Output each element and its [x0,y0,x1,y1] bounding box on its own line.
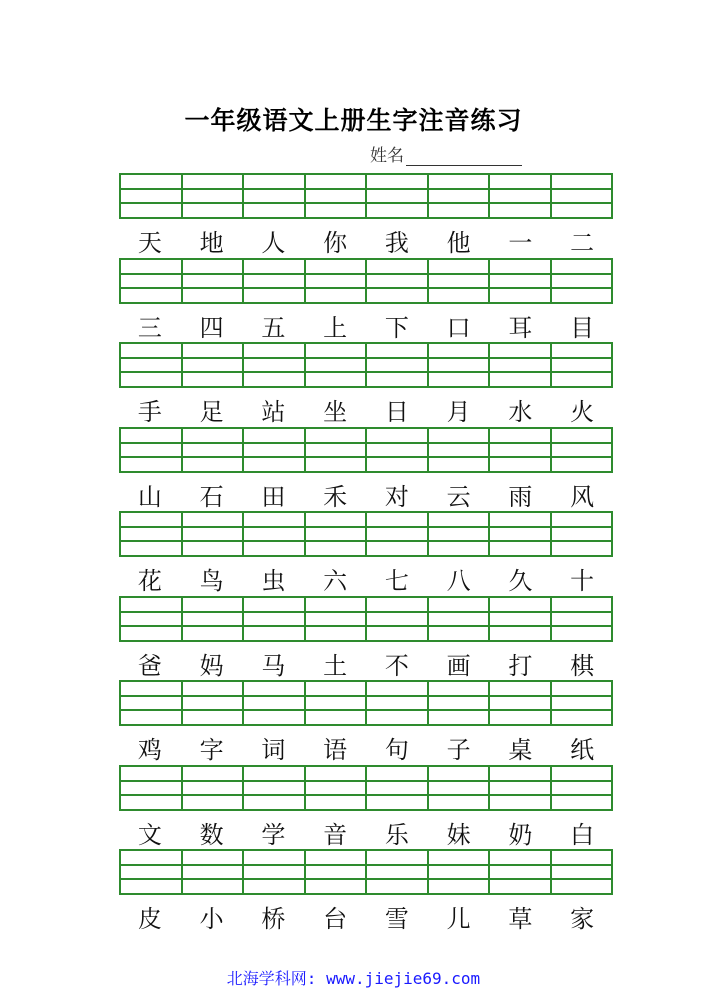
pinyin-cell[interactable] [427,851,489,893]
name-field [370,142,522,166]
hanzi-character: 数 [199,821,224,849]
hanzi-character: 七 [384,567,409,595]
pinyin-cell[interactable] [365,767,427,809]
pinyin-cell[interactable] [121,513,181,555]
pinyin-cell[interactable] [181,598,243,640]
pinyin-cell[interactable] [304,429,366,471]
hanzi-character: 马 [261,652,286,680]
practice-row [119,511,613,601]
hanzi-character: 家 [570,905,595,933]
hanzi-character: 画 [446,652,471,680]
hanzi-character: 花 [137,567,162,595]
pinyin-cell[interactable] [427,767,489,809]
hanzi-character: 鸡 [137,736,162,764]
character-row [119,310,613,346]
pinyin-cell[interactable] [121,682,181,724]
hanzi-character: 足 [199,398,224,426]
hanzi-character: 一 [508,229,533,257]
pinyin-cell[interactable] [488,429,550,471]
hanzi-character: 句 [384,736,409,764]
pinyin-cell[interactable] [242,767,304,809]
pinyin-cell[interactable] [488,598,550,640]
practice-row [119,765,613,855]
hanzi-character: 纸 [570,736,595,764]
character-row [119,648,613,684]
hanzi-character: 雪 [384,905,409,933]
practice-row [119,173,613,263]
pinyin-cell[interactable] [488,767,550,809]
pinyin-cell[interactable] [304,513,366,555]
pinyin-cell[interactable] [181,429,243,471]
hanzi-character: 久 [508,567,533,595]
pinyin-cell[interactable] [242,851,304,893]
hanzi-character: 山 [137,483,162,511]
pinyin-cell[interactable] [365,175,427,217]
pinyin-cell[interactable] [550,682,612,724]
pinyin-cell[interactable] [550,767,612,809]
hanzi-character: 不 [384,652,409,680]
pinyin-cell[interactable] [427,513,489,555]
pinyin-cell[interactable] [365,260,427,302]
hanzi-character: 台 [323,905,348,933]
pinyin-cell[interactable] [427,344,489,386]
practice-row [119,849,613,939]
pinyin-cell[interactable] [121,344,181,386]
pinyin-cell[interactable] [488,260,550,302]
hanzi-character: 八 [446,567,471,595]
hanzi-character: 水 [508,398,533,426]
hanzi-character: 云 [446,483,471,511]
hanzi-character: 十 [570,567,595,595]
hanzi-character: 虫 [261,567,286,595]
hanzi-character: 桌 [508,736,533,764]
pinyin-cell[interactable] [365,513,427,555]
hanzi-character: 二 [570,229,595,257]
pinyin-cell[interactable] [550,513,612,555]
pinyin-cell[interactable] [242,598,304,640]
pinyin-cell[interactable] [488,175,550,217]
hanzi-character: 妈 [199,652,224,680]
character-row [119,817,613,853]
hanzi-character: 他 [446,229,471,257]
hanzi-character: 手 [137,398,162,426]
hanzi-character: 字 [199,736,224,764]
pinyin-cell[interactable] [488,682,550,724]
hanzi-character: 学 [261,821,286,849]
pinyin-cell[interactable] [365,682,427,724]
pinyin-cell[interactable] [427,429,489,471]
hanzi-character: 词 [261,736,286,764]
hanzi-character: 五 [261,314,286,342]
hanzi-character: 耳 [508,314,533,342]
footer-site: 北海学科网: www.jiejie69.com [226,969,481,988]
pinyin-cell[interactable] [121,429,181,471]
hanzi-character: 桥 [261,905,286,933]
pinyin-cell[interactable] [242,682,304,724]
hanzi-character: 鸟 [199,567,224,595]
pinyin-cell[interactable] [488,344,550,386]
pinyin-cell[interactable] [242,175,304,217]
pinyin-cell[interactable] [242,344,304,386]
hanzi-character: 文 [137,821,162,849]
hanzi-character: 下 [384,314,409,342]
character-row [119,901,613,937]
pinyin-cell[interactable] [181,851,243,893]
pinyin-cell[interactable] [121,175,181,217]
hanzi-character: 六 [323,567,348,595]
hanzi-character: 目 [570,314,595,342]
hanzi-character: 音 [323,821,348,849]
hanzi-character: 土 [323,652,348,680]
pinyin-cell[interactable] [181,260,243,302]
hanzi-character: 石 [199,483,224,511]
pinyin-grid [119,511,613,557]
pinyin-cell[interactable] [365,429,427,471]
hanzi-character: 坐 [323,398,348,426]
page-title: 一年级语文上册生字注音练习 [184,106,523,135]
pinyin-cell[interactable] [427,260,489,302]
pinyin-grid [119,342,613,388]
pinyin-cell[interactable] [550,344,612,386]
practice-row [119,680,613,770]
hanzi-character: 风 [570,483,595,511]
pinyin-grid [119,258,613,304]
pinyin-cell[interactable] [121,260,181,302]
hanzi-character: 人 [261,229,286,257]
pinyin-grid [119,849,613,895]
pinyin-cell[interactable] [427,682,489,724]
pinyin-grid [119,765,613,811]
pinyin-cell[interactable] [550,260,612,302]
character-row [119,479,613,515]
pinyin-cell[interactable] [550,851,612,893]
hanzi-character: 月 [446,398,471,426]
hanzi-character: 妹 [446,821,471,849]
pinyin-cell[interactable] [304,598,366,640]
character-row [119,732,613,768]
pinyin-cell[interactable] [181,682,243,724]
hanzi-character: 语 [323,736,348,764]
hanzi-character: 火 [570,398,595,426]
practice-row [119,342,613,432]
hanzi-character: 打 [508,652,533,680]
hanzi-character: 白 [570,821,595,849]
pinyin-grid [119,173,613,219]
practice-row [119,427,613,517]
pinyin-cell[interactable] [550,175,612,217]
hanzi-character: 日 [384,398,409,426]
hanzi-character: 天 [137,229,162,257]
hanzi-character: 小 [199,905,224,933]
pinyin-cell[interactable] [242,260,304,302]
pinyin-cell[interactable] [488,851,550,893]
practice-row [119,596,613,686]
hanzi-character: 草 [508,905,533,933]
hanzi-character: 你 [323,229,348,257]
pinyin-cell[interactable] [121,851,181,893]
pinyin-cell[interactable] [181,344,243,386]
hanzi-character: 儿 [446,905,471,933]
character-row [119,563,613,599]
pinyin-cell[interactable] [550,598,612,640]
pinyin-cell[interactable] [181,175,243,217]
pinyin-cell[interactable] [181,513,243,555]
hanzi-character: 爸 [137,652,162,680]
pinyin-cell[interactable] [488,513,550,555]
name-underline[interactable] [406,147,522,166]
hanzi-character: 上 [323,314,348,342]
pinyin-cell[interactable] [242,513,304,555]
hanzi-character: 皮 [137,905,162,933]
pinyin-cell[interactable] [427,175,489,217]
character-row [119,394,613,430]
pinyin-cell[interactable] [427,598,489,640]
hanzi-character: 四 [199,314,224,342]
pinyin-cell[interactable] [304,260,366,302]
hanzi-character: 乐 [384,821,409,849]
character-row [119,225,613,261]
practice-row [119,258,613,348]
pinyin-cell[interactable] [181,767,243,809]
pinyin-grid [119,427,613,473]
hanzi-character: 雨 [508,483,533,511]
hanzi-character: 对 [384,483,409,511]
pinyin-cell[interactable] [242,429,304,471]
pinyin-cell[interactable] [304,175,366,217]
pinyin-cell[interactable] [121,767,181,809]
pinyin-cell[interactable] [304,851,366,893]
pinyin-grid [119,680,613,726]
name-label: 姓名 [370,146,404,166]
hanzi-character: 地 [199,229,224,257]
hanzi-character: 口 [446,314,471,342]
hanzi-character: 田 [261,483,286,511]
pinyin-cell[interactable] [365,344,427,386]
hanzi-character: 我 [384,229,409,257]
hanzi-character: 奶 [508,821,533,849]
pinyin-cell[interactable] [365,598,427,640]
pinyin-grid [119,596,613,642]
pinyin-cell[interactable] [304,767,366,809]
pinyin-cell[interactable] [304,344,366,386]
hanzi-character: 三 [137,314,162,342]
pinyin-cell[interactable] [121,598,181,640]
hanzi-character: 棋 [570,652,595,680]
pinyin-cell[interactable] [550,429,612,471]
hanzi-character: 站 [261,398,286,426]
pinyin-cell[interactable] [365,851,427,893]
pinyin-cell[interactable] [304,682,366,724]
hanzi-character: 禾 [323,483,348,511]
hanzi-character: 子 [446,736,471,764]
